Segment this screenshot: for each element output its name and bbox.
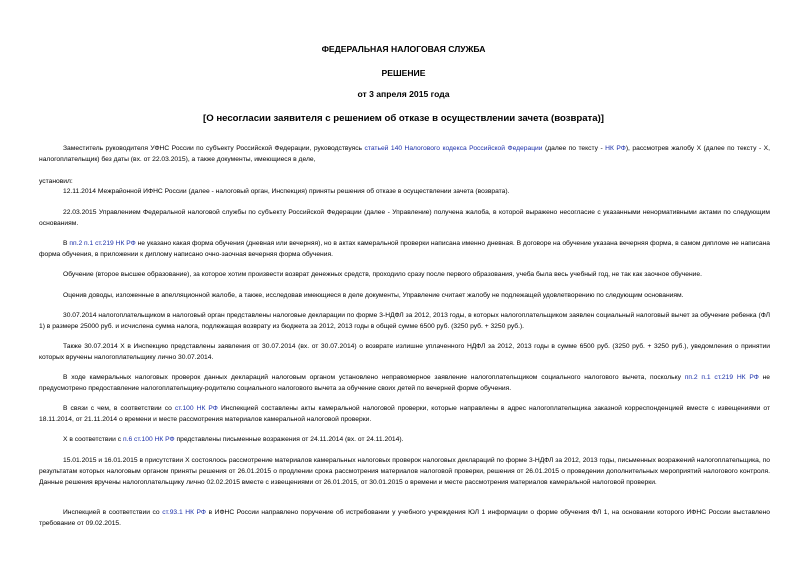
link-art-93-1[interactable]: ст.93.1 НК РФ	[162, 509, 207, 516]
paragraph-8	[39, 341, 770, 363]
document-type: РЕШЕНИЕ	[381, 68, 426, 78]
text: В связи с чем, в соответствии со	[63, 405, 172, 412]
paragraph-5	[39, 269, 770, 280]
paragraph-2	[39, 186, 770, 197]
paragraph-13	[39, 507, 770, 529]
text: Инспекцией в соответствии со	[63, 509, 160, 516]
paragraph-12	[39, 455, 770, 489]
text: (далее по тексту -	[544, 145, 603, 152]
link-art-219[interactable]: пп.2 п.1 ст.219 НК РФ	[69, 240, 136, 247]
established-label: установил:	[39, 178, 73, 185]
link-art-100-p6[interactable]: п.6 ст.100 НК РФ	[122, 436, 175, 443]
text: Оценив доводы, изложенные в апелляционной жалобе, а также, исследовав имеющиеся в деле документы, Управление считает жалобу не подлежащей удовлетворению по следующим основаниям.	[63, 292, 684, 299]
paragraph-7	[39, 310, 770, 332]
text: Заместитель руководителя УФНС России по субъекту Российской Федерации, руководствуясь	[63, 145, 363, 152]
paragraph-3	[39, 207, 770, 229]
paragraph-11	[39, 434, 770, 445]
text: В ходе камеральных налоговых проверок данных деклараций налоговым органом установлено неправомерное заявление налогоплательщиком социального налогового вычета, поскольку	[63, 374, 681, 381]
link-article-140[interactable]: статьей 140 Налогового кодекса Российской Федерации	[364, 145, 543, 152]
document-subject: [О несогласии заявителя с решением об отказе в осуществлении зачета (возврата)]	[203, 113, 604, 124]
link-nk-rf[interactable]: НК РФ	[605, 145, 626, 152]
link-art-219-b[interactable]: пп.2 п.1 ст.219 НК РФ	[684, 374, 759, 381]
text: не предусмотрено предоставление налогоплательщику-родителю социального налогового вычета за обучение своих детей по вечерней форме обучения.	[39, 374, 770, 393]
text: Инспекцией составлены акты камеральной налоговой проверки, которые направлены в адрес налогоплательщика заказной корреспонденцией вместе с извещениями от 18.11.2014, от 21.11.2014 о времени и месте рассмотрения материалов камеральной налоговой проверки.	[39, 405, 771, 424]
paragraph-4	[39, 238, 770, 260]
paragraph-10	[39, 403, 770, 425]
text: ), рассмотрев жалобу X (далее по тексту - X, налогоплательщик) без даты (вх. от 22.03.2015), а также документы, имеющиеся в деле,	[39, 145, 770, 164]
text: не указано какая форма обучения (дневная или вечерняя), но в актах камеральной проверки написана именно дневная. В договоре на обучение указана вечерняя форма, в самом дипломе не написана форма обучения, в приложении к диплому написано очно-заочная вечерняя форма обучения.	[39, 240, 771, 259]
paragraph-6	[39, 290, 770, 301]
text: 12.11.2014 Межрайонной ИФНС России (далее - налоговый орган, Инспекция) приняты решения об отказе в осуществлении зачета (возврата).	[63, 188, 510, 195]
text: Обучение (второе высшее образование), за которое хотим произвести возврат денежных средств, проходило сразу после первого образования, учеба была весь учебный год, не так как заочное обучение.	[63, 271, 702, 278]
document-date: от 3 апреля 2015 года	[357, 89, 450, 99]
text: 15.01.2015 и 16.01.2015 в присутствии X состоялось рассмотрение материалов камеральных налоговых проверок налоговых деклараций по форме 3-НДФЛ за 2012, 2013 годы, письменных возражений налогоплательщика, по результатам которых налоговым органом приняты решения от 26.01.2015 о продлении срока рассмотрения материалов налоговой проверки, решения от 26.01.2015 о проведении дополнительных мероприятий налогового контроля. Данные решения вручены налогоплательщику лично 02.02.2015 вместе с извещениями от 26.01.2015, от 30.01.2015 о времени и месте рассмотрения материалов камеральной налоговой проверки.	[39, 457, 770, 487]
text: представлены письменные возражения от 24.11.2014 (вх. от 24.11.2014).	[176, 436, 404, 443]
text: В	[63, 240, 68, 247]
text: 30.07.2014 налогоплательщиком в налоговый орган представлены налоговые декларации по форме 3-НДФЛ за 2012, 2013 годы, в которых налогоплательщиком заявлен социальный налоговый вычет за обучение ребенка (ФЛ 1) в размере 25000 руб. и исчислена сумма налога, подлежащая возврату из бюджета за 2012, 2013 годы в общей сумме 6500 руб. (3250 руб. + 3250 руб.).	[39, 312, 770, 331]
paragraph-9	[39, 372, 770, 394]
text: X в соответствии с	[63, 436, 122, 443]
agency-name: ФЕДЕРАЛЬНАЯ НАЛОГОВАЯ СЛУЖБА	[321, 44, 486, 54]
link-art-100[interactable]: ст.100 НК РФ	[174, 405, 218, 412]
text: в ИФНС России направлено поручение об истребовании у учебного учреждения ЮЛ 1 информации о форме обучения ФЛ 1, на основании которого ИФНС России выставлено требование от 09.02.2015.	[39, 509, 771, 528]
text: 22.03.2015 Управлением Федеральной налоговой службы по субъекту Российской Федерации (далее - Управление) получена жалоба, в которой выражено несогласие с указанными ненормативными актами по следующим основаниям.	[39, 209, 770, 228]
text: Также 30.07.2014 X в Инспекцию представлены заявления от 30.07.2014 (вх. от 30.07.2014) о возврате излишне уплаченного НДФЛ за 2012, 2013 годы в сумме 6500 руб. (3250 руб. + 3250 руб.), уведомления о принятии которых вручены налогоплательщику лично 30.07.2014.	[39, 343, 770, 362]
paragraph-intro	[39, 143, 770, 165]
